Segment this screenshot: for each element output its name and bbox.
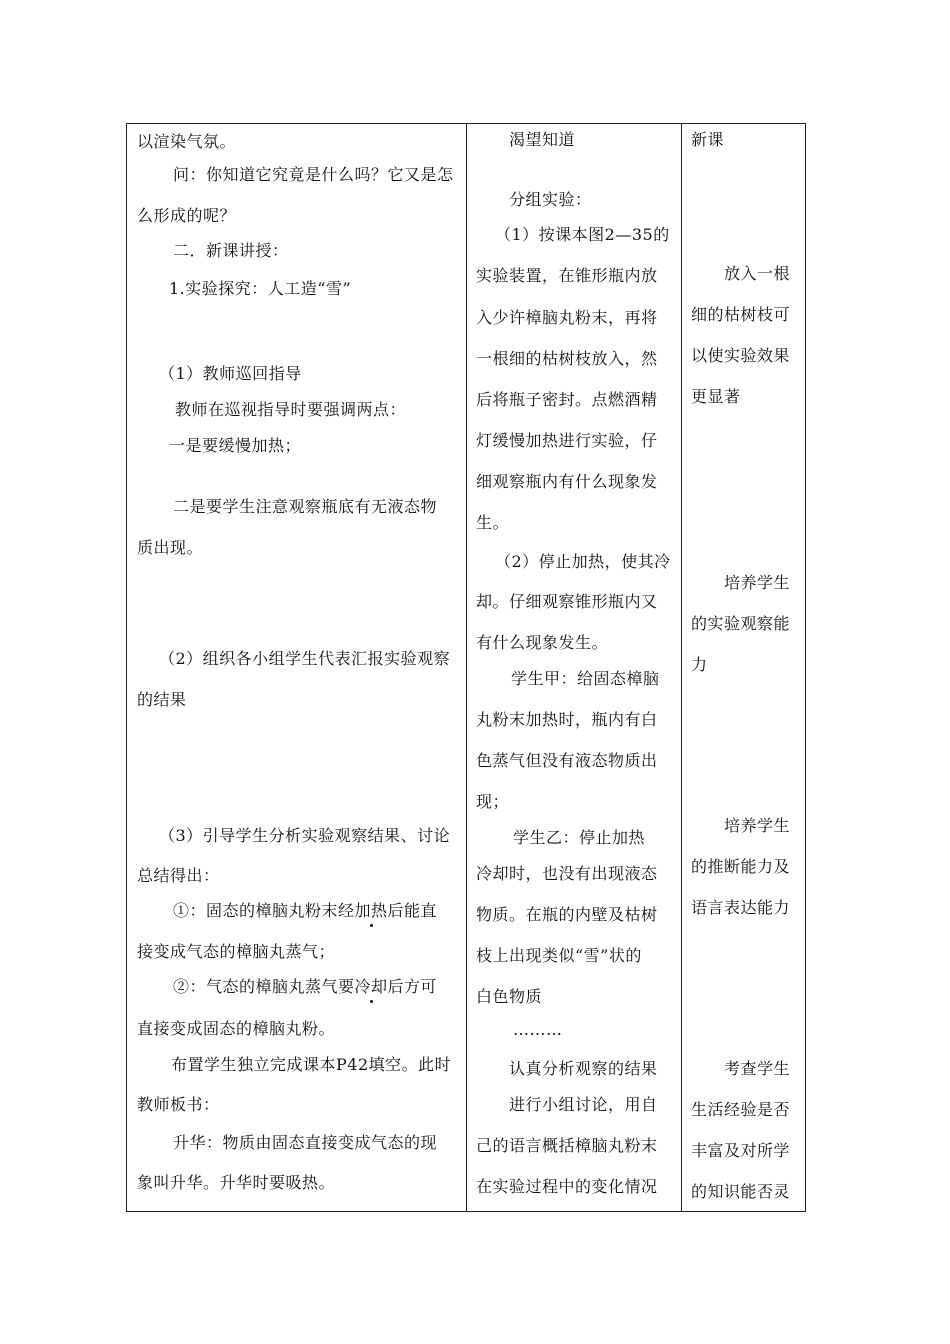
text-line: 质出现。 — [137, 538, 204, 557]
text-line: 分组实验： — [509, 190, 592, 209]
text-line: 教师在巡视指导时要强调两点： — [175, 400, 407, 419]
teacher-activity-column — [127, 124, 467, 1211]
text-line: 入少许樟脑丸粉末，再将 — [476, 308, 658, 327]
text-line: 有什么现象发生。 — [476, 633, 609, 652]
text-line: 物质。在瓶的内壁及枯树 — [476, 905, 658, 924]
text-line: 生。 — [476, 513, 510, 532]
text-line: 力 — [691, 655, 708, 674]
text-line: 的推断能力及 — [691, 857, 791, 876]
text-line: 却。仔细观察锥形瓶内又 — [476, 592, 658, 611]
text-line: 么形成的呢？ — [137, 206, 237, 225]
text-line: 放入一根 — [724, 264, 791, 283]
text-line: 丸粉末加热时，瓶内有白 — [476, 710, 658, 729]
student-activity-column — [467, 124, 682, 1211]
text-line: 进行小组讨论，用自 — [509, 1095, 658, 1114]
text-line: 渴望知道 — [509, 130, 576, 149]
text-span: ②：气态的樟脑丸蒸气要 — [173, 977, 355, 996]
text-line: 后将瓶子密封。点燃酒精 — [476, 390, 658, 409]
text-line: 二是要学生注意观察瓶底有无液态物 — [173, 497, 438, 516]
text-line: 直接变成固态的樟脑丸粉。 — [137, 1019, 336, 1038]
text-line: 细的枯树枝可 — [691, 305, 791, 324]
text-line: 色蒸气但没有液态物质出 — [476, 751, 658, 770]
emphasis-text: 冷却 — [354, 977, 388, 996]
text-line: 培养学生 — [724, 573, 791, 592]
text-line: （1）教师巡回指导 — [159, 364, 302, 383]
text-line: 布置学生独立完成课本P42填空。此时 — [171, 1055, 452, 1074]
text-line: 问：你知道它究竟是什么吗？它又是怎 — [173, 165, 454, 184]
text-span: 后方可 — [387, 977, 438, 996]
text-line: 一是要缓慢加热； — [169, 436, 302, 455]
design-intent-column — [682, 124, 806, 1211]
text-line: 灯缓慢加热进行实验，仔 — [476, 431, 658, 450]
text-line: 己的语言概括樟脑丸粉末 — [476, 1136, 658, 1155]
conclusion-line — [173, 977, 437, 997]
lesson-plan-table — [126, 123, 806, 1212]
text-line: 生活经验是否 — [691, 1100, 791, 1119]
text-line: 在实验过程中的变化情况 — [476, 1177, 658, 1196]
text-line: 一根细的枯树枝放入，然 — [476, 349, 658, 368]
text-line: 培养学生 — [724, 816, 791, 835]
text-line: 的结果 — [137, 690, 187, 709]
definition-line: 升华：物质由固态直接变成气态的现 — [173, 1133, 438, 1152]
text-line: 枝上出现类似“雪”状的 — [476, 946, 642, 965]
section-subheading: 1.实验探究：人工造“雪” — [169, 279, 352, 298]
section-heading: 二．新课讲授： — [173, 241, 289, 260]
text-line: 认真分析观察的结果 — [509, 1059, 658, 1078]
text-line: 丰富及对所学 — [691, 1141, 791, 1160]
text-line: 新课 — [691, 130, 725, 149]
definition-line: 象叫升华。升华时要吸热。 — [137, 1173, 336, 1192]
text-span: 后能直 — [387, 901, 438, 920]
text-line: 的实验观察能 — [691, 614, 791, 633]
text-line: （3）引导学生分析实验观察结果、讨论 — [159, 826, 451, 845]
text-line: 现； — [476, 792, 510, 811]
text-line: （2）停止加热，使其冷 — [495, 552, 671, 571]
text-span: ①：固态的樟脑丸粉末经 — [173, 901, 355, 920]
conclusion-line — [173, 901, 437, 921]
ellipsis: ……… — [513, 1020, 563, 1039]
text-line: 细观察瓶内有什么现象发 — [476, 472, 658, 491]
text-line: 的知识能否灵 — [691, 1182, 791, 1201]
text-line: 以使实验效果 — [691, 346, 791, 365]
text-line: 白色物质 — [476, 987, 543, 1006]
text-line: 总结得出： — [137, 866, 220, 885]
text-line: 语言表达能力 — [691, 898, 791, 917]
text-line: 考查学生 — [724, 1059, 791, 1078]
text-line: 教师板书： — [137, 1095, 220, 1114]
text-line: 学生甲：给固态樟脑 — [511, 669, 660, 688]
text-line: （2）组织各小组学生代表汇报实验观察 — [159, 649, 451, 668]
text-line: （1）按课本图2—35的 — [495, 225, 670, 244]
text-line: 接变成气态的樟脑丸蒸气； — [137, 942, 336, 961]
text-line: 实验装置，在锥形瓶内放 — [476, 266, 658, 285]
text-line: 以渲染气氛。 — [137, 132, 237, 151]
text-line: 学生乙：停止加热 — [513, 828, 646, 847]
text-line: 更显著 — [691, 387, 741, 406]
text-line: 冷却时，也没有出现液态 — [476, 864, 658, 883]
emphasis-text: 加热 — [354, 901, 388, 920]
